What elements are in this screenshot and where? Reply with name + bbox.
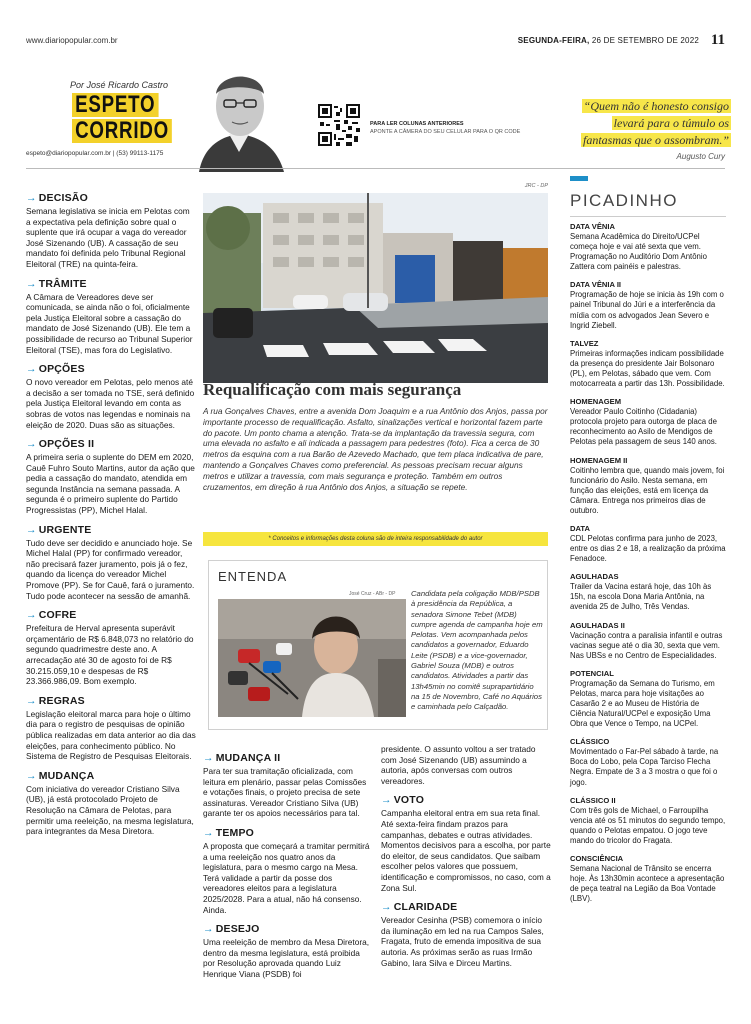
note-title: POTENCIAL: [570, 668, 614, 678]
note-item: [203, 752, 373, 819]
note-title: TRÂMITE: [38, 277, 87, 290]
arrow-right-icon: →: [26, 192, 37, 204]
note-heading: [203, 827, 373, 839]
entenda-box: [208, 560, 548, 730]
entenda-photo-credit: José Cruz - ABr - DP: [349, 591, 396, 597]
note-title: CLÁSSICO: [570, 737, 610, 747]
arrow-right-icon: →: [203, 826, 214, 839]
note-heading: [381, 794, 551, 806]
edition-date-text: 26 DE SETEMBRO DE 2022: [591, 36, 699, 45]
edition-day: SEGUNDA-FEIRA,: [517, 36, 590, 45]
note-text: Campanha eleitoral entra em sua reta final. Até sexta-feira findam prazos para campanhas, debates e outras atividades. Momentos decisivos para a escolha, por parte do eleitor, de seus candidatos. Que saibam escolher pelos valores que possuem, identificação e compromissos, no caso, com a Zona Sul.: [381, 808, 551, 893]
note-title: REGRAS: [38, 694, 85, 707]
note-item: [570, 222, 726, 272]
note-title: DATA: [570, 523, 590, 533]
note-item: [26, 363, 196, 430]
note-title: TALVEZ: [570, 338, 599, 348]
quote-author: Augusto Cury: [676, 152, 725, 161]
entenda-title: ENTENDA: [218, 569, 288, 584]
continued-text: presidente. O assunto voltou a ser tratado com José Sizenando (UB) assumindo a autoria, após conversas com outros vereadores.: [381, 744, 536, 786]
left-column: [26, 192, 196, 845]
note-item: [570, 737, 726, 787]
note-title: URGENTE: [38, 523, 92, 536]
note-item: [26, 438, 196, 516]
note-item: [26, 609, 196, 687]
note-text: Programação de hoje se inicia às 19h com o painel Tribunal do Júri e a interferência da mídia com os advogados Jean Severo e Ingrid Ziebell.: [570, 290, 724, 330]
note-title: MUDANÇA: [38, 769, 95, 782]
note-item: [203, 923, 373, 979]
arrow-right-icon: →: [381, 794, 392, 807]
note-text: Para ter sua tramitação oficializada, com leitura em plenário, passar pelas Comissões e votações finais, o projeto precisa de sete assinaturas. Vereador Cristiano Silva (UB) garante ter os apoios necessários para tal.: [203, 766, 367, 819]
contact-info: espeto@diariopopular.com.br | (53) 99113-1175: [26, 150, 164, 157]
note-text: Com iniciativa do vereador Cristiano Silva (UB), já está protocolado Projeto de Resolução na Câmara de Pelotas, para permitir uma reeleição, na mesma legislatura, para integrantes da Mesa Diretora.: [26, 783, 194, 837]
arrow-right-icon: →: [203, 752, 214, 764]
note-text: Com três gols de Michael, o Farroupilha vencia até os 51 minutos do segundo tempo, quando o Pelotas empatou. O jogo teve mando do tricolor do Fragata.: [570, 805, 726, 845]
note-title: CONSCIÊNCIA: [570, 854, 624, 864]
note-text: A Câmara de Vereadores deve ser comunicada, se ainda não o foi, oficialmente pela Justiça Eleitoral sobre a cassação do mandato de José Sizenando (UB). Ele tem a possibilidade de recurso ao Tribunal Superior Eleitoral (TSE), mas fora do Legislativo.: [26, 291, 193, 355]
columnist-photo: [184, 64, 294, 172]
note-text: Coitinho lembra que, quando mais jovem, foi funcionário do Asilo. Nesta semana, em função das eleições, está em licença da Câmara. Entrega nos primeiros dias de outubro.: [570, 465, 725, 515]
note-item: [570, 524, 726, 564]
picadinho-column: [570, 176, 726, 912]
author-disclaimer: * Conceitos e informações desta coluna são de inteira responsabilidade do autor: [203, 532, 548, 546]
arrow-right-icon: →: [26, 363, 37, 376]
note-text: Semana legislativa se inicia em Pelotas com a expectativa pela definição sobre qual o suplente que irá ocupar a vaga do vereador José Sizenando (UB). A cassação de seu mandato foi definida pelo Tribunal Regional Eleitoral (TRE) na quinta-feira.: [26, 206, 190, 269]
edition-date: [518, 36, 699, 45]
section-accent-bar: [570, 176, 588, 181]
note-title: DESEJO: [215, 923, 260, 936]
page-number: 11: [710, 32, 725, 48]
note-heading: [26, 609, 196, 621]
note-title: MUDANÇA II: [215, 752, 281, 764]
note-item: [26, 695, 196, 762]
note-text: Primeiras informações indicam possibilidade da presença do presidente Jair Bolsonaro (PL), em Pelotas, sábado que vem. Com motocarreata a partir das 13h. Possibilidade.: [570, 348, 725, 389]
note-item: [570, 854, 726, 904]
note-text: Prefeitura de Herval apresenta superávit orçamentário de R$ 6.848,073 no relatório do segundo quadrimestre deste ano. A arrecadação até 30 de agosto foi de R$ 30.215.059,10 e despesas de R$ 23.366.986,09. Bom exemplo.: [26, 623, 194, 687]
note-title: HOMENAGEM II: [570, 455, 628, 465]
arrow-right-icon: →: [203, 923, 214, 936]
note-item: [203, 827, 373, 915]
note-title: CLARIDADE: [393, 901, 458, 914]
note-item: [570, 280, 726, 330]
note-item: [570, 456, 726, 516]
note-title: AGULHADAS II: [570, 620, 625, 630]
note-item: [570, 339, 726, 389]
note-item: [26, 278, 196, 356]
logo-line-2: CORRIDO: [72, 119, 172, 143]
arrow-right-icon: →: [26, 609, 37, 622]
picadinho-title: PICADINHO: [570, 191, 678, 210]
center-column-lower-left: [203, 752, 373, 988]
note-text: Uma reeleição de membro da Mesa Diretora, dentro da mesma legislatura, está proibida por Resolução aprovada quando Luiz Henrique Viana (PSDB) foi: [203, 937, 370, 979]
page-header-bar: [26, 34, 725, 48]
note-heading: [26, 278, 196, 290]
arrow-right-icon: →: [26, 694, 37, 707]
note-item: [570, 621, 726, 661]
note-item: [26, 192, 196, 270]
note-heading: [26, 524, 196, 536]
qr-code[interactable]: [318, 104, 360, 146]
byline: Por José Ricardo Castro: [70, 80, 169, 90]
candidate-photo: [218, 599, 406, 717]
note-text: Vacinação contra a paralisia infantil e outras vacinas segue até o dia 30, sexta que vem. Nas UBSs e no Centro de Especialidades.: [570, 630, 723, 660]
note-title: DATA VÊNIA: [570, 222, 615, 231]
note-text: A primeira seria o suplente do DEM em 2020, Cauê Fuhro Souto Martins, autor da ação que pedia a cassação do mandato, atendida em segunda Instância na semana passada. A segunda é o primeiro suplente do Partido Progressistas (PP), Michel Halal.: [26, 452, 195, 516]
note-heading: [203, 923, 373, 935]
note-text: Tudo deve ser decidido e anunciado hoje. Se Michel Halal (PP) for confirmado vereador, não precisará fazer juramento, pois já o fez, quando da licença do vereador Michel Promove (PP). Se for Cauê, fará o juramento. Tudo pode acontecer na sessão de amanhã.: [26, 537, 195, 601]
arrow-right-icon: →: [26, 523, 37, 536]
note-title: OPÇÕES: [38, 363, 85, 376]
arrow-right-icon: →: [26, 769, 37, 782]
note-item: [570, 572, 726, 612]
street-photo: [203, 193, 548, 383]
note-heading: [26, 695, 196, 707]
column-logo: [72, 93, 170, 143]
quote-line-1: “Quem não é honesto consigo: [583, 99, 729, 113]
note-text: Trailer da Vacina estará hoje, das 10h às 15h, na escola Dona Maria Antônia, na avenida 25 de Julho, Três Vendas.: [570, 582, 712, 612]
note-text: Programação da Semana do Turismo, em Pelotas, marca para hoje visitações ao Casarão 2 e ao Museu de História de Ciência Natural/UCPel e exposição Uma Obra que Vence o Tempo, na UCPel.: [570, 678, 715, 729]
note-heading: [381, 901, 551, 913]
note-heading: [26, 770, 196, 782]
feature-lede: A rua Gonçalves Chaves, entre a avenida Dom Joaquim e a rua Antônio dos Anjos, passa por importante processo de requalificação. Asfalto, sinalizações vertical e horizontal fazem parte do pacote. Um ponto chama a atenção. Trata-se da implantação da travessia segura, com uma elevada no asfalto e ali indicada a passagem para pedestres (foto). Fica a cerca de 30 metros da esquina com a rua Barão de Azevedo Machado, que tem placa indicativa de pare, mantendo a Gonçalves Chaves como preferencial. As pessoas precisam recuar alguns metros e utilizar a travessia, com mais segurança e proteção. Também em outros cruzamentos, em direção à rua Antônio dos Anjos, a situação se repete.: [203, 406, 548, 492]
note-item: [570, 397, 726, 447]
note-title: AGULHADAS: [570, 572, 619, 582]
note-item: [570, 669, 726, 729]
note-text: Legislação eleitoral marca para hoje o último dia para o registro de pesquisas de opinião pública realizadas em data anterior ao dia das eleições, para conhecimento público. No Sistema de Registro de Pesquisas Eleitorais.: [26, 708, 196, 762]
note-title: DECISÃO: [38, 192, 88, 204]
feature-headline: Requalificação com mais segurança: [203, 380, 462, 399]
note-heading: [26, 192, 196, 204]
note-text: CDL Pelotas confirma para junho de 2023, entre os dias 2 e 18, a realização da próxima Fenadoce.: [570, 533, 726, 564]
qr-title: PARA LER COLUNAS ANTERIORES: [370, 121, 464, 127]
note-heading: [203, 752, 373, 764]
note-title: HOMENAGEM: [570, 397, 622, 407]
site-url: www.diariopopular.com.br: [26, 36, 118, 45]
note-text: A proposta que começará a tramitar permitirá a uma reeleição nos quatro anos da legislatura, para o mesmo cargo na Mesa. Terá validade a partir da posse dos vereadores eleitos para a legislatura 2025/2028. Para a atual, não há consenso. Ainda.: [203, 840, 370, 915]
note-text: Semana Nacional de Trânsito se encerra hoje. Às 13h30min acontece a apresentação de peça teatral na Legião da Boa Vontade (LBV).: [570, 864, 725, 904]
note-item: [570, 796, 726, 846]
note-text: Movimentado o Far-Pel sábado à tarde, na Boca do Lobo, pela Copa Tarciso Flecha Negra. Empate de 3 a 3 mostra o que foi o jogo.: [570, 747, 719, 787]
epigraph-quote: [545, 98, 731, 149]
note-title: OPÇÕES II: [38, 438, 95, 451]
note-title: DATA VÊNIA II: [570, 280, 622, 290]
note-text: Semana Acadêmica do Direito/UCPel começa hoje e vai até sexta que vem. Programação no Auditório Dom Antônio Zattera com painéis e palestras.: [570, 232, 707, 272]
quote-line-3: fantasmas que o assombram.”: [582, 133, 729, 147]
note-title: VOTO: [393, 794, 425, 807]
qr-instructions: [370, 120, 520, 136]
arrow-right-icon: →: [26, 438, 37, 451]
logo-line-1: ESPETO: [72, 93, 159, 117]
note-title: TEMPO: [215, 826, 255, 839]
entenda-text: Candidata pela coligação MDB/PSDB à presidência da República, a senadora Simone Tebet (MDB) cumpre agenda de campanha hoje em Pelotas. Vem acompanhada pelos candidatos a governador, Eduardo Leite (PSDB) e a vice-governador, Gabriel Souza (MDB) e outros candidatos. Atividades a partir das 13h45min no comitê suprapartidário na 15 de Novembro, Café no Aquários e caminhada pelo Calçadão.: [411, 589, 543, 712]
photo-credit: JRC - DP: [524, 183, 548, 189]
note-item: [26, 770, 196, 837]
header-divider: [26, 168, 725, 169]
note-text: Vereador Cesinha (PSB) comemora o início da iluminação em led na rua Campos Sales, Fragata, fruto de emenda impositiva de sua autoria. As próximas serão as ruas Irmão Gabino, Iara Silva e Dirceu Martins.: [381, 915, 544, 968]
note-item: [381, 901, 551, 968]
note-text: Vereador Paulo Coitinho (Cidadania) protocola projeto para outorga de placa de reconhecimento ao Asilo de Mendigos de Pelotas pela passagem de seus 140 anos.: [570, 407, 717, 447]
note-title: COFRE: [38, 609, 77, 622]
column-header: [0, 60, 751, 170]
note-heading: [26, 363, 196, 375]
arrow-right-icon: →: [381, 901, 392, 914]
arrow-right-icon: →: [26, 277, 37, 290]
note-text: O novo vereador em Pelotas, pelo menos até a decisão a ser tomada no TSE, será definido pela Justiça Eleitoral levando em conta as sobras de votos nas legendas e nominais na eleição de 2020. Duas são as situações.: [26, 377, 195, 430]
quote-line-2: levará para o túmulo os: [613, 116, 729, 130]
note-title: CLÁSSICO II: [570, 795, 616, 805]
qr-subtitle: APONTE A CÂMERA DO SEU CELULAR PARA O QR CODE: [370, 129, 521, 135]
center-column-lower-right: [381, 744, 551, 976]
note-heading: [26, 438, 196, 450]
note-item: [381, 794, 551, 893]
picadinho-divider: [570, 216, 726, 217]
note-item: [26, 524, 196, 602]
